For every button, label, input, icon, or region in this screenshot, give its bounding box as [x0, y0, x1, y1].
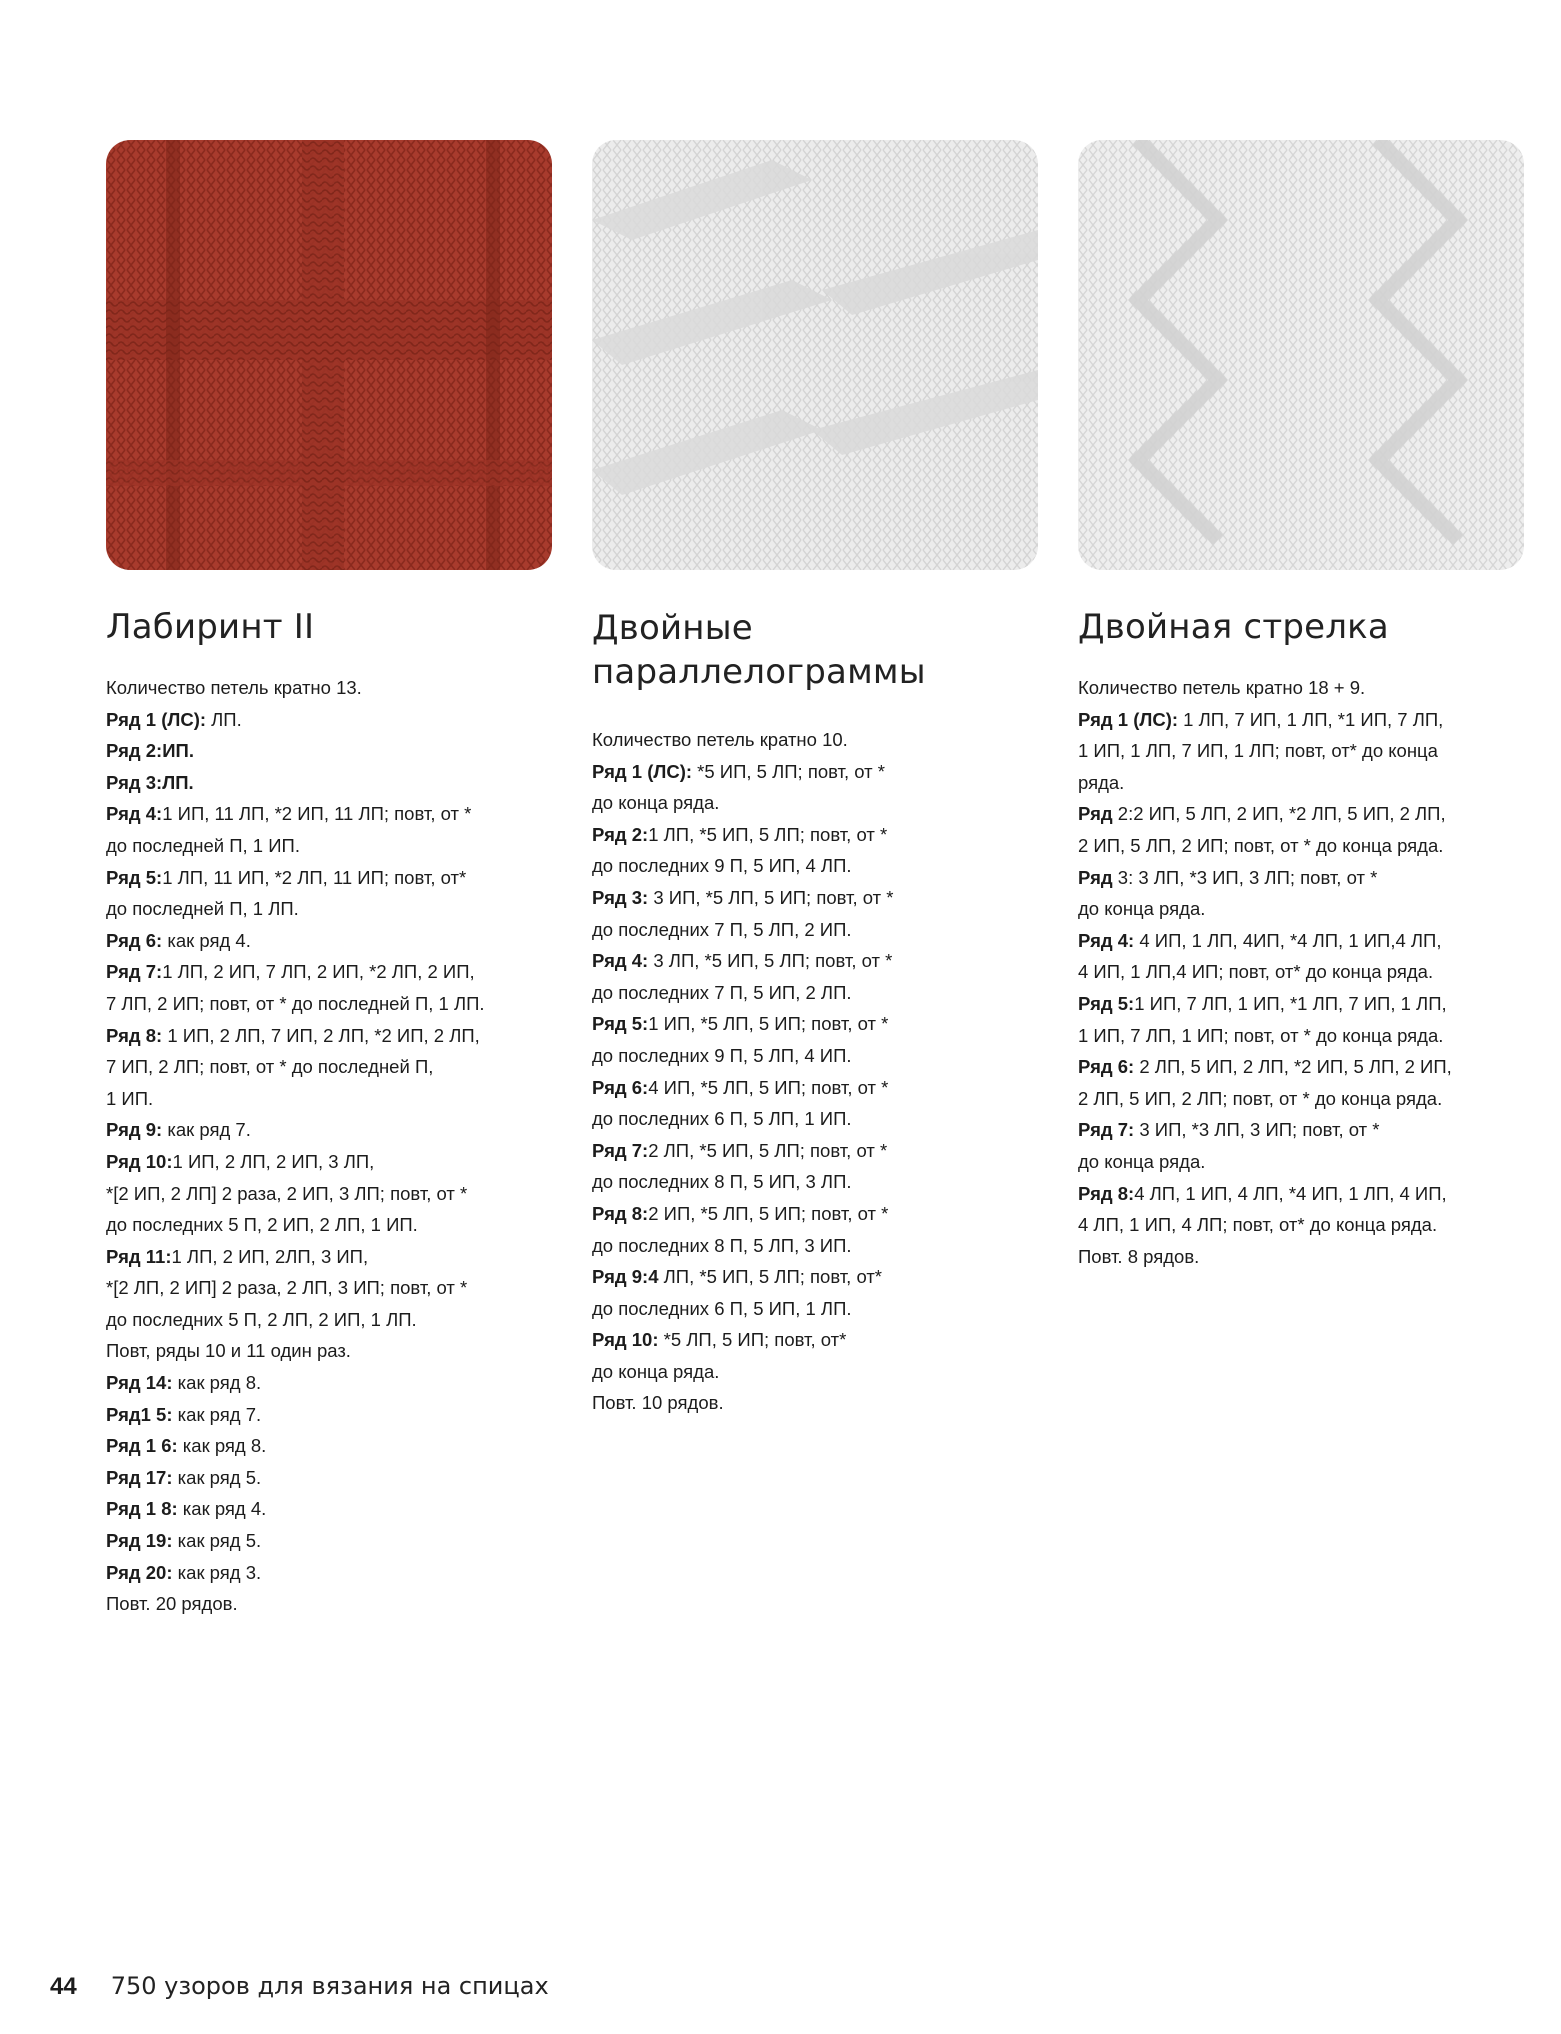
pattern-instructions	[106, 672, 546, 1620]
row-text: ряда.	[1078, 771, 1125, 793]
row-text: как ряд 5.	[172, 1530, 262, 1552]
row-text: как ряд 8.	[177, 1435, 267, 1457]
row-text: до конца ряда.	[592, 792, 720, 814]
row-text: до последней П, 1 ЛП.	[106, 898, 299, 920]
instruction-line	[592, 1356, 1032, 1388]
row-label: Ряд 8:	[1078, 1182, 1135, 1204]
instruction-line	[106, 1241, 546, 1273]
instruction-line	[106, 893, 546, 925]
instruction-line	[1078, 925, 1518, 957]
row-text: как ряд 4.	[177, 1498, 267, 1520]
instruction-line	[592, 1072, 1032, 1104]
row-label: Ряд 4:	[592, 950, 649, 972]
row-text: Повт. 10 рядов.	[592, 1392, 724, 1414]
row-text: до последних 9 П, 5 ИП, 4 ЛП.	[592, 855, 852, 877]
row-text: 2 ИП, 5 ЛП, 2 ИП; повт, от * до конца ряда.	[1078, 834, 1444, 856]
instruction-line	[1078, 672, 1518, 704]
instruction-line	[1078, 1146, 1518, 1178]
instruction-line	[592, 724, 1032, 756]
row-text: 2 ЛП, *5 ИП, 5 ЛП; повт, от *	[648, 1139, 888, 1161]
pattern-title-line: параллелограммы	[592, 652, 926, 692]
row-label: Ряд 19:	[106, 1530, 173, 1552]
instruction-line	[1078, 1051, 1518, 1083]
row-text: Повт. 8 рядов.	[1078, 1245, 1200, 1267]
page-number: 44	[50, 1973, 77, 2000]
instruction-line	[1078, 956, 1518, 988]
instruction-line	[592, 1261, 1032, 1293]
instruction-line	[106, 1493, 546, 1525]
instruction-line	[106, 1462, 546, 1494]
row-text: 1 ИП, 1 ЛП, 7 ИП, 1 ЛП; повт, от* до конца	[1078, 740, 1438, 762]
row-label: Ряд 7:	[592, 1139, 649, 1161]
row-text: 1 ЛП, 7 ИП, 1 ЛП, *1 ИП, 7 ЛП,	[1178, 708, 1444, 730]
swatch-photo-double-parallelograms	[592, 140, 1038, 570]
instruction-line	[592, 914, 1032, 946]
pattern-double-parallelograms	[592, 606, 1032, 1419]
row-text: до конца ряда.	[1078, 898, 1206, 920]
row-text: 4 ЛП, 1 ИП, 4 ЛП; повт, от* до конца ряда.	[1078, 1214, 1438, 1236]
row-label: Ряд 20:	[106, 1561, 173, 1583]
page-footer	[50, 1972, 549, 2001]
pattern-title-line: Двойные	[592, 608, 753, 648]
instruction-line	[106, 1020, 546, 1052]
pattern-labyrinth	[106, 606, 546, 1620]
row-label: Ряд 1 8:	[106, 1498, 178, 1520]
row-text: как ряд 7.	[162, 1119, 251, 1141]
row-text: *[2 ЛП, 2 ИП] 2 раза, 2 ЛП, 3 ИП; повт, от *	[106, 1277, 468, 1299]
instruction-line	[592, 1135, 1032, 1167]
instruction-line	[592, 1387, 1032, 1419]
row-label: Ряд 4:	[106, 803, 163, 825]
instruction-line	[106, 767, 546, 799]
instruction-line	[592, 756, 1032, 788]
row-text: 1 ЛП, 2 ИП, 7 ЛП, 2 ИП, *2 ЛП, 2 ИП,	[162, 961, 475, 983]
row-label: Ряд1 5:	[106, 1403, 173, 1425]
row-label: Ряд 7:	[106, 961, 163, 983]
swatch-photo-labyrinth	[106, 140, 552, 570]
instruction-line	[106, 1430, 546, 1462]
row-text: до последних 8 П, 5 ИП, 3 ЛП.	[592, 1171, 852, 1193]
pattern-title	[592, 606, 1032, 694]
instruction-line	[592, 819, 1032, 851]
row-label: Ряд 8:	[592, 1202, 649, 1224]
instruction-line	[1078, 1083, 1518, 1115]
row-text: до последних 5 П, 2 ИП, 2 ЛП, 1 ИП.	[106, 1214, 418, 1236]
book-title: 750 узоров для вязания на спицах	[110, 1972, 549, 2000]
row-text: 7 ИП, 2 ЛП; повт, от * до последней П,	[106, 1056, 434, 1078]
row-text: 3 ЛП, *5 ИП, 5 ЛП; повт, от *	[648, 950, 893, 972]
row-text: Количество петель кратно 18 + 9.	[1078, 677, 1366, 698]
row-text: как ряд 7.	[172, 1403, 262, 1425]
row-label: Ряд 5:	[592, 1013, 649, 1035]
instruction-line	[106, 798, 546, 830]
instruction-line	[1078, 1020, 1518, 1052]
instruction-line	[592, 1230, 1032, 1262]
pattern-title: Лабиринт II	[106, 607, 315, 647]
row-text: 1 ИП, *5 ЛП, 5 ИП; повт, от *	[648, 1013, 889, 1035]
row-text: как ряд 8.	[172, 1372, 262, 1394]
red-knit-texture	[106, 140, 552, 570]
row-text: как ряд 4.	[162, 929, 251, 951]
instruction-line	[106, 672, 546, 704]
row-label: Ряд 5:	[106, 866, 163, 888]
instruction-line	[106, 704, 546, 736]
instruction-line	[592, 1103, 1032, 1135]
row-text: как ряд 3.	[172, 1561, 262, 1583]
instruction-line	[592, 1040, 1032, 1072]
row-text: 1 ИП, 7 ЛП, 1 ИП; повт, от * до конца ряда.	[1078, 1024, 1444, 1046]
row-label: Ряд 10:	[592, 1329, 659, 1351]
row-text: до последних 6 П, 5 ИП, 1 ЛП.	[592, 1297, 852, 1319]
instruction-line	[1078, 735, 1518, 767]
row-label: Ряд 7:	[1078, 1119, 1135, 1141]
row-label: Ряд 9:	[106, 1119, 163, 1141]
row-text: как ряд 5.	[172, 1466, 262, 1488]
instruction-line	[592, 1198, 1032, 1230]
row-text: ЛП, *5 ИП, 5 ЛП; повт, от*	[658, 1266, 883, 1288]
row-text: 1 ЛП, *5 ИП, 5 ЛП; повт, от *	[648, 823, 888, 845]
row-text: до конца ряда.	[592, 1360, 720, 1382]
instruction-line	[1078, 988, 1518, 1020]
row-text: 1 ЛП, 2 ИП, 2ЛП, 3 ИП,	[171, 1245, 369, 1267]
row-label: Ряд 5:	[1078, 992, 1135, 1014]
instruction-line	[106, 735, 546, 767]
pattern-instructions	[592, 724, 1032, 1419]
row-label: Ряд 1 6:	[106, 1435, 178, 1457]
row-text: 1 ЛП, 11 ИП, *2 ЛП, 11 ИП; повт, от*	[162, 866, 467, 888]
instruction-line	[592, 787, 1032, 819]
pattern-title: Двойная стрелка	[1078, 607, 1389, 647]
instruction-line	[106, 1083, 546, 1115]
pattern-instructions	[1078, 672, 1518, 1272]
instruction-line	[106, 1272, 546, 1304]
row-text: Количество петель кратно 10.	[592, 729, 848, 750]
row-label: Ряд 10:	[106, 1150, 173, 1172]
instruction-line	[106, 862, 546, 894]
instruction-line	[592, 1008, 1032, 1040]
row-text: 3: 3 ЛП, *3 ИП, 3 ЛП; повт, от *	[1112, 866, 1378, 888]
instruction-line	[106, 956, 546, 988]
row-text: 3 ИП, *3 ЛП, 3 ИП; повт, от *	[1134, 1119, 1380, 1141]
instruction-line	[592, 1293, 1032, 1325]
row-text: 2 ЛП, 5 ИП, 2 ЛП, *2 ИП, 5 ЛП, 2 ИП,	[1134, 1056, 1452, 1078]
row-label: Ряд 8:	[106, 1024, 163, 1046]
row-text: до последних 7 П, 5 ЛП, 2 ИП.	[592, 918, 852, 940]
instruction-line	[106, 988, 546, 1020]
instruction-line	[592, 977, 1032, 1009]
white-knit-texture	[1078, 140, 1524, 570]
row-label: Ряд 17:	[106, 1466, 173, 1488]
row-label: Ряд 1 (ЛС):	[106, 708, 207, 730]
row-text: 4 ИП, *5 ЛП, 5 ИП; повт, от *	[648, 1076, 889, 1098]
instruction-line	[106, 1146, 546, 1178]
row-text: 1 ИП, 11 ЛП, *2 ИП, 11 ЛП; повт, от *	[162, 803, 472, 825]
instruction-line	[106, 1178, 546, 1210]
row-text: до конца ряда.	[1078, 1150, 1206, 1172]
instruction-line	[106, 1304, 546, 1336]
instruction-line	[1078, 1209, 1518, 1241]
instruction-line	[106, 1588, 546, 1620]
row-text: 1 ИП.	[106, 1087, 154, 1109]
row-text: Повт, ряды 10 и 11 один раз.	[106, 1340, 351, 1362]
row-label: Ряд 4:	[1078, 929, 1135, 951]
row-text: до последних 8 П, 5 ЛП, 3 ИП.	[592, 1234, 852, 1256]
row-label: Ряд 6:	[592, 1076, 649, 1098]
instruction-line	[106, 1209, 546, 1241]
pattern-double-arrow	[1078, 606, 1518, 1272]
row-label: Ряд 9:4	[592, 1266, 659, 1288]
instruction-line	[1078, 1178, 1518, 1210]
row-text: до последних 9 П, 5 ЛП, 4 ИП.	[592, 1044, 852, 1066]
row-text: до последних 6 П, 5 ЛП, 1 ИП.	[592, 1108, 852, 1130]
instruction-line	[592, 1166, 1032, 1198]
row-label: Ряд 14:	[106, 1372, 173, 1394]
row-label: Ряд 3:ЛП.	[106, 771, 194, 793]
row-text: 3 ИП, *5 ЛП, 5 ИП; повт, от *	[648, 886, 894, 908]
row-text: 1 ИП, 2 ЛП, 7 ИП, 2 ЛП, *2 ИП, 2 ЛП,	[162, 1024, 480, 1046]
row-label: Ряд 6:	[106, 929, 163, 951]
instruction-line	[592, 945, 1032, 977]
instruction-line	[106, 1525, 546, 1557]
white-knit-texture	[592, 140, 1038, 570]
row-text: 4 ИП, 1 ЛП,4 ИП; повт, от* до конца ряда.	[1078, 961, 1434, 983]
row-label: Ряд 2:ИП.	[106, 740, 194, 762]
row-text: 4 ИП, 1 ЛП, 4ИП, *4 ЛП, 1 ИП,4 ЛП,	[1134, 929, 1442, 951]
instruction-line	[106, 925, 546, 957]
instruction-line	[592, 882, 1032, 914]
row-text: 4 ЛП, 1 ИП, 4 ЛП, *4 ИП, 1 ЛП, 4 ИП,	[1134, 1182, 1447, 1204]
row-label: Ряд 3:	[592, 886, 649, 908]
row-text: Количество петель кратно 13.	[106, 677, 362, 698]
instruction-line	[106, 1114, 546, 1146]
instruction-line	[1078, 704, 1518, 736]
row-label: Ряд 1 (ЛС):	[592, 760, 693, 782]
row-text: 2 ЛП, 5 ИП, 2 ЛП; повт, от * до конца ряда.	[1078, 1087, 1443, 1109]
instruction-line	[1078, 830, 1518, 862]
instruction-line	[106, 1557, 546, 1589]
row-label: Ряд 1 (ЛС):	[1078, 708, 1179, 730]
instruction-line	[592, 1324, 1032, 1356]
row-text: Повт. 20 рядов.	[106, 1593, 238, 1615]
row-label: Ряд 6:	[1078, 1056, 1135, 1078]
instruction-line	[1078, 1114, 1518, 1146]
instruction-line	[106, 1051, 546, 1083]
row-label: Ряд 11:	[106, 1245, 172, 1267]
instruction-line	[106, 1367, 546, 1399]
row-text: 2 ИП, *5 ЛП, 5 ИП; повт, от *	[648, 1202, 889, 1224]
row-text: 1 ИП, 7 ЛП, 1 ИП, *1 ЛП, 7 ИП, 1 ЛП,	[1134, 992, 1447, 1014]
instruction-line	[1078, 767, 1518, 799]
row-text: до последних 7 П, 5 ИП, 2 ЛП.	[592, 981, 852, 1003]
row-text: до последних 5 П, 2 ЛП, 2 ИП, 1 ЛП.	[106, 1308, 417, 1330]
row-text: ЛП.	[206, 708, 242, 730]
row-label: Ряд	[1078, 803, 1113, 825]
row-text: 2:2 ИП, 5 ЛП, 2 ИП, *2 ЛП, 5 ИП, 2 ЛП,	[1112, 803, 1446, 825]
instruction-line	[1078, 893, 1518, 925]
instruction-line	[1078, 798, 1518, 830]
row-text: 1 ИП, 2 ЛП, 2 ИП, 3 ЛП,	[172, 1150, 375, 1172]
instruction-line	[1078, 1241, 1518, 1273]
row-text: *5 ИП, 5 ЛП; повт, от *	[692, 760, 885, 782]
instruction-line	[106, 1399, 546, 1431]
row-label: Ряд 2:	[592, 823, 649, 845]
instruction-line	[592, 850, 1032, 882]
row-text: *5 ЛП, 5 ИП; повт, от*	[658, 1329, 847, 1351]
instruction-line	[1078, 862, 1518, 894]
row-text: 7 ЛП, 2 ИП; повт, от * до последней П, 1 ЛП.	[106, 992, 485, 1014]
swatch-photo-double-arrow	[1078, 140, 1524, 570]
row-text: *[2 ИП, 2 ЛП] 2 раза, 2 ИП, 3 ЛП; повт, от *	[106, 1182, 468, 1204]
instruction-line	[106, 1335, 546, 1367]
instruction-line	[106, 830, 546, 862]
row-text: до последней П, 1 ИП.	[106, 834, 300, 856]
row-label: Ряд	[1078, 866, 1113, 888]
